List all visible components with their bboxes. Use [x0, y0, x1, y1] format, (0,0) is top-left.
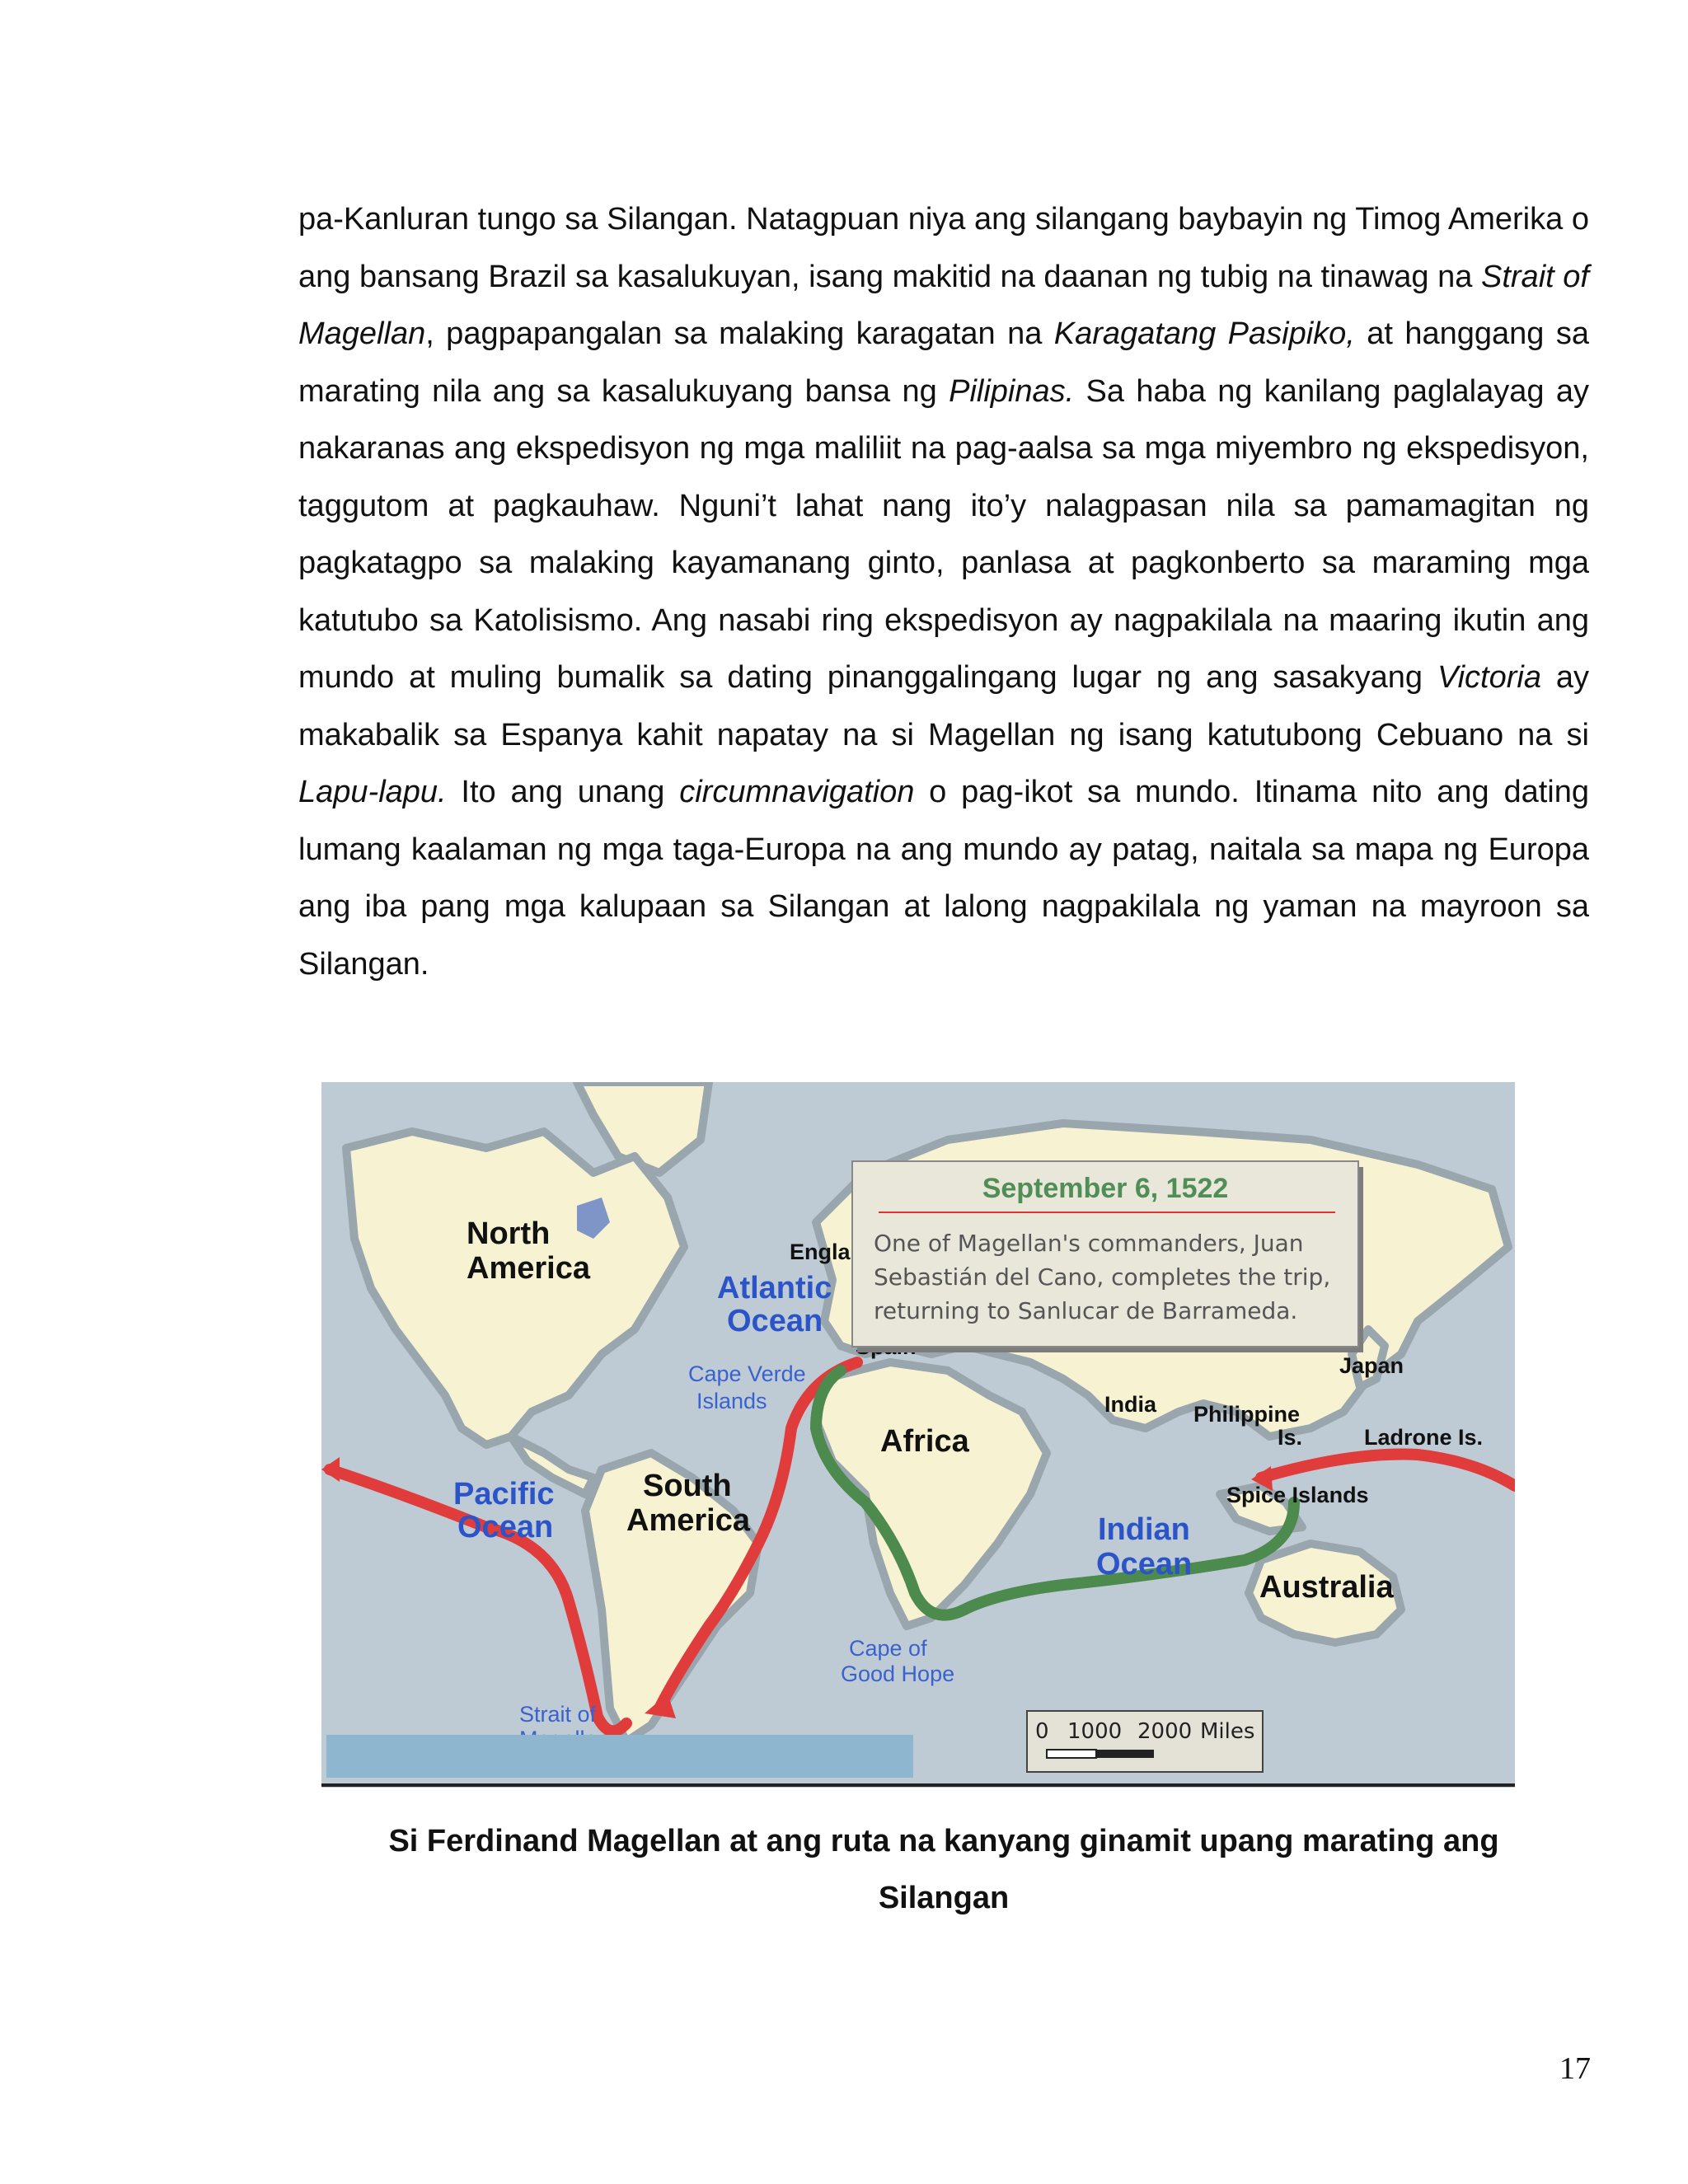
- label-indian-1: Indian: [1098, 1512, 1190, 1547]
- text-segment: ay makabalik sa Espanya kahit napatay na si Magellan ng isang katutubong Cebuano na si: [298, 660, 1589, 752]
- italic-term-lapulapu: Lapu-lapu.: [298, 775, 447, 809]
- label-japan: Japan: [1339, 1353, 1404, 1378]
- popup-date: September 6, 1522: [982, 1173, 1229, 1204]
- label-philippine-2: Is.: [1278, 1425, 1303, 1450]
- body-paragraph: [298, 191, 1589, 993]
- label-north-america-2: America: [467, 1251, 590, 1286]
- italic-term-strait: Strait of Magellan: [298, 259, 1589, 351]
- label-atlantic-2: Ocean: [727, 1304, 823, 1338]
- italic-term-victoria: Victoria: [1437, 660, 1541, 695]
- text-segment: at hanggang sa marating nila ang sa kasalukuyang bansa ng: [298, 316, 1589, 409]
- text-segment: , pagpapangalan sa malaking karagatan na: [425, 316, 1054, 351]
- label-india: India: [1104, 1392, 1157, 1417]
- label-cape-verde-2: Islands: [696, 1389, 767, 1413]
- text-segment: Ito ang unang: [446, 775, 680, 809]
- map-overlay-bar: [326, 1735, 913, 1778]
- page-number: 17: [1559, 2051, 1591, 2086]
- popup-text-line3: returning to Sanlucar de Barrameda.: [874, 1297, 1298, 1324]
- label-philippine: Philippine: [1193, 1402, 1301, 1427]
- italic-term-philippines: Pilipinas.: [949, 373, 1075, 409]
- label-africa: Africa: [880, 1424, 969, 1459]
- text-segment: o pag-ikot sa mundo. Itinama nito ang dating lumang kaalaman ng mga taga-Europa na ang mundo ay patag, naitala sa mapa ng Europa ang iba pang mga kalupaan sa Silangan at lalong nagpakilala ng yaman na mayroon sa Silangan.: [298, 775, 1589, 982]
- label-atlantic-1: Atlantic: [717, 1271, 832, 1305]
- popup-text-line2: Sebastián del Cano, completes the trip,: [874, 1263, 1331, 1291]
- popup-text-line1: One of Magellan's commanders, Juan: [874, 1230, 1304, 1257]
- text-segment: pa-Kanluran tungo sa Silangan. Natagpuan niya ang silangang baybayin ng Timog Amerika o ang bansang Brazil sa kasalukuyan, isang makitid na daanan ng tubig na tinawag na: [298, 202, 1589, 294]
- label-england: Engla: [790, 1240, 851, 1264]
- label-south-america-2: America: [626, 1503, 750, 1538]
- scale-max: 2000: [1137, 1719, 1193, 1744]
- label-strait-1: Strait of: [519, 1702, 597, 1727]
- map-scale-bar: [1027, 1711, 1263, 1772]
- label-australia: Australia: [1259, 1570, 1394, 1605]
- scale-mid: 1000: [1067, 1719, 1123, 1744]
- scale-zero: 0: [1035, 1719, 1049, 1744]
- map-svg: [321, 1082, 1515, 1788]
- label-north-america-1: North: [467, 1216, 551, 1251]
- text-segment: Sa haba ng kanilang paglalayag ay nakaranas ang ekspedisyon ng mga maliliit na pag-aalsa sa mga miyembro ng ekspedisyon, taggutom at pagkauhaw. Nguni’t lahat nang ito’y nalagpasan nila sa pamamagitan ng pagkatagpo sa malaking kayamanang ginto, panlasa at pagkonberto sa maraming mga katutubo sa Katolisismo. Ang nasabi ring ekspedisyon ay nagpakilala na maaring ikutin ang mundo at muling bumalik sa dating pinanggalingang lugar ng ang sasakyang: [298, 373, 1589, 695]
- label-south-america-1: South: [643, 1469, 732, 1503]
- label-cape-good-hope-1: Cape of: [849, 1636, 927, 1661]
- label-cape-verde-1: Cape Verde: [688, 1361, 806, 1386]
- date-popup: [852, 1161, 1363, 1352]
- label-ladrone: Ladrone Is.: [1364, 1425, 1484, 1450]
- italic-term-pacific: Karagatang Pasipiko,: [1053, 316, 1355, 351]
- label-pacific-1: Pacific: [453, 1477, 555, 1511]
- figure-caption: Si Ferdinand Magellan at ang ruta na kanyang ginamit upang marating ang Silangan: [388, 1824, 1499, 1915]
- scale-unit: Miles: [1200, 1719, 1255, 1744]
- label-indian-2: Ocean: [1096, 1547, 1193, 1582]
- label-cape-good-hope-2: Good Hope: [841, 1661, 955, 1686]
- label-pacific-2: Ocean: [457, 1510, 554, 1544]
- italic-term-circumnavigation: circumnavigation: [679, 775, 915, 809]
- magellan-route-map: [321, 1082, 1515, 1788]
- label-spice-islands: Spice Islands: [1226, 1483, 1369, 1507]
